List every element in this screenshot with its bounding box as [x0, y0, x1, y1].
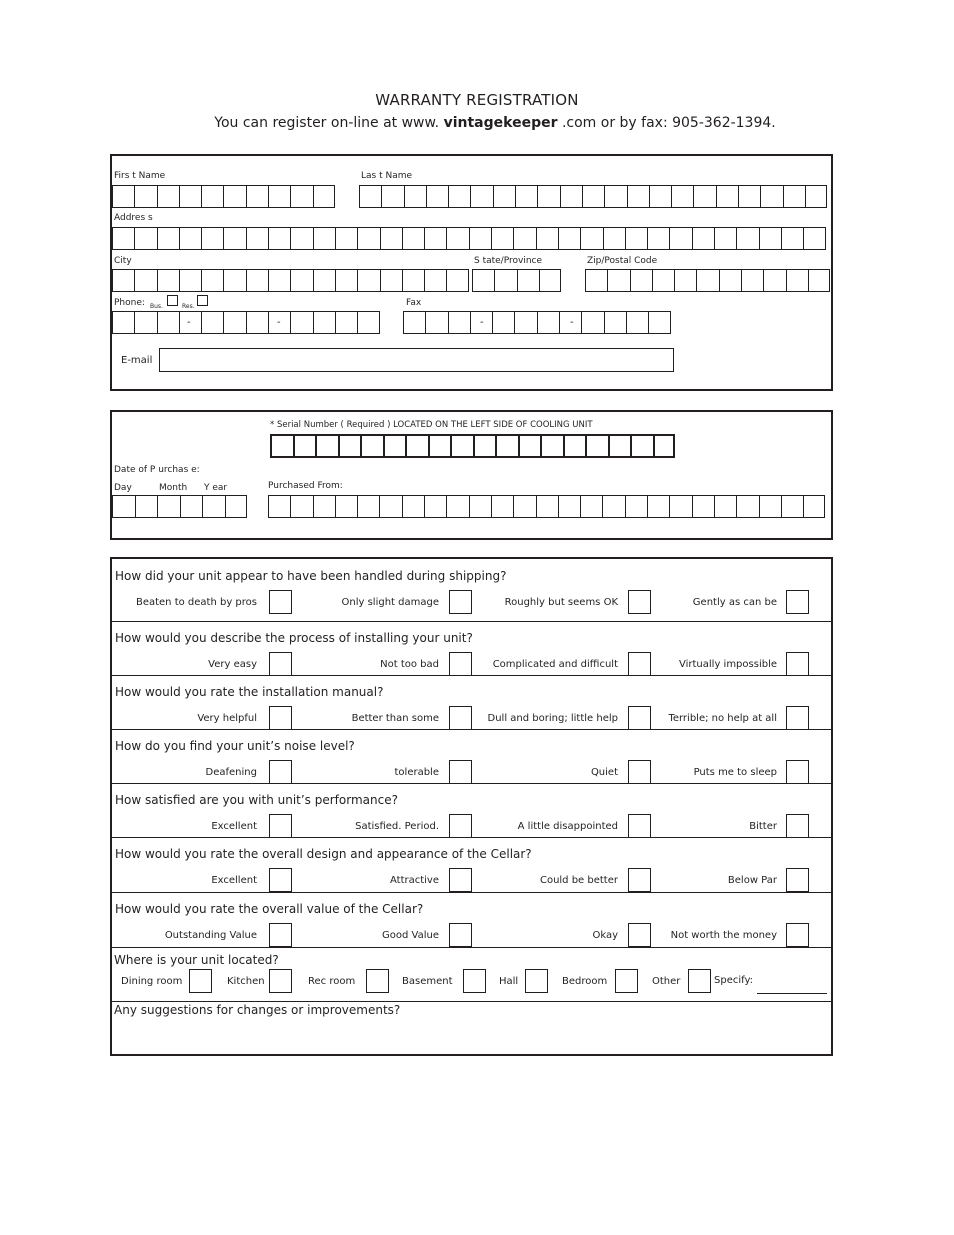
char-cell[interactable] — [585, 269, 607, 292]
char-cell[interactable] — [335, 227, 357, 250]
res-label: Res. — [182, 303, 195, 310]
option-label: Gently as can be — [692, 597, 777, 608]
location-checkbox[interactable] — [688, 969, 711, 993]
char-cell[interactable] — [627, 185, 649, 208]
char-cell[interactable] — [223, 269, 245, 292]
option-checkbox[interactable] — [628, 590, 651, 614]
char-cell[interactable] — [223, 185, 245, 208]
char-cell[interactable] — [696, 269, 718, 292]
email-label: E-mail — [121, 355, 153, 366]
char-cell[interactable] — [180, 495, 203, 518]
char-cell[interactable] — [313, 227, 335, 250]
char-cell[interactable] — [517, 269, 539, 292]
char-cell[interactable] — [338, 434, 361, 458]
char-cell[interactable] — [424, 227, 446, 250]
purchase-section — [110, 410, 833, 540]
phone-label: Phone: — [114, 298, 145, 308]
option-checkbox[interactable] — [628, 652, 651, 676]
address-field[interactable] — [112, 227, 826, 250]
char-cell[interactable] — [112, 185, 134, 208]
char-cell[interactable] — [268, 269, 290, 292]
char-cell[interactable] — [405, 434, 428, 458]
char-cell[interactable] — [268, 185, 290, 208]
char-cell[interactable] — [602, 495, 624, 518]
phone-field[interactable] — [112, 311, 380, 334]
char-cell[interactable] — [513, 495, 535, 518]
char-cell[interactable] — [360, 434, 383, 458]
city-field[interactable] — [112, 269, 469, 292]
char-cell[interactable] — [290, 311, 312, 334]
char-cell[interactable] — [808, 269, 830, 292]
char-cell[interactable] — [450, 434, 473, 458]
row-divider — [112, 1001, 831, 1002]
row-divider — [112, 621, 831, 622]
question-text: How would you rate the overall design and appearance of the Cellar? — [115, 847, 532, 861]
char-cell[interactable] — [313, 311, 335, 334]
question-text: How would you describe the process of installing your unit? — [115, 631, 473, 645]
char-cell[interactable] — [647, 227, 669, 250]
char-cell[interactable] — [270, 434, 293, 458]
char-cell[interactable] — [290, 227, 312, 250]
char-cell[interactable] — [402, 227, 424, 250]
char-cell[interactable] — [539, 269, 561, 292]
option-label: Okay — [592, 930, 618, 941]
char-cell[interactable] — [335, 269, 357, 292]
char-cell[interactable] — [647, 495, 669, 518]
last-name-field[interactable] — [359, 185, 827, 208]
location-label: Basement — [402, 976, 453, 987]
char-cell[interactable] — [290, 185, 312, 208]
char-cell[interactable] — [357, 311, 379, 334]
city-label: City — [114, 256, 132, 266]
char-cell[interactable] — [448, 311, 470, 334]
char-cell[interactable] — [446, 495, 468, 518]
char-cell[interactable] — [112, 495, 135, 518]
char-cell[interactable] — [585, 434, 608, 458]
option-checkbox[interactable] — [269, 923, 292, 947]
char-cell[interactable] — [560, 185, 582, 208]
suggestions-text: Any suggestions for changes or improvements? — [114, 1003, 401, 1017]
year-label: Y ear — [204, 483, 228, 493]
question-text: How do you find your unit’s noise level? — [115, 739, 355, 753]
brand-name: vintagekeeper — [443, 115, 558, 131]
location-label: Rec room — [308, 976, 356, 987]
char-cell[interactable] — [786, 269, 808, 292]
char-cell[interactable] — [514, 311, 536, 334]
location-label: Hall — [499, 976, 519, 987]
char-cell[interactable] — [402, 269, 424, 292]
month-label: Month — [159, 483, 188, 493]
char-cell[interactable] — [380, 269, 402, 292]
char-cell[interactable] — [719, 269, 741, 292]
char-cell[interactable] — [381, 185, 403, 208]
char-cell[interactable] — [803, 227, 825, 250]
char-cell[interactable] — [313, 495, 335, 518]
char-cell[interactable] — [759, 495, 781, 518]
char-cell[interactable] — [335, 495, 357, 518]
purchase-date-label: Date of P urchas e: — [114, 465, 200, 475]
char-cell[interactable] — [157, 311, 179, 334]
char-cell[interactable] — [426, 185, 448, 208]
question-text: How would you rate the installation manual? — [115, 685, 384, 699]
purchase-date-field[interactable] — [112, 495, 247, 518]
option-label: Dull and boring; little help — [487, 713, 618, 724]
option-label: Good Value — [382, 930, 439, 941]
char-cell[interactable] — [335, 311, 357, 334]
option-checkbox[interactable] — [628, 760, 651, 784]
option-checkbox[interactable] — [449, 814, 472, 838]
char-cell[interactable] — [246, 227, 268, 250]
char-cell[interactable] — [759, 227, 781, 250]
phone-dash: - — [277, 317, 281, 328]
char-cell[interactable] — [179, 185, 201, 208]
char-cell[interactable] — [179, 269, 201, 292]
option-checkbox[interactable] — [786, 868, 809, 892]
char-cell[interactable] — [671, 185, 693, 208]
char-cell[interactable] — [652, 269, 674, 292]
option-checkbox[interactable] — [449, 652, 472, 676]
question-text: How did your unit appear to have been handled during shipping? — [115, 569, 507, 583]
row-divider — [112, 892, 831, 893]
specify-field[interactable] — [757, 993, 827, 994]
char-cell[interactable] — [518, 434, 541, 458]
page-subtitle — [0, 115, 954, 131]
char-cell[interactable] — [625, 495, 647, 518]
char-cell[interactable] — [692, 227, 714, 250]
char-cell[interactable] — [494, 269, 516, 292]
location-label: Bedroom — [562, 976, 608, 987]
char-cell[interactable] — [223, 227, 245, 250]
char-cell[interactable] — [225, 495, 248, 518]
option-checkbox[interactable] — [269, 706, 292, 730]
char-cell[interactable] — [357, 269, 379, 292]
char-cell[interactable] — [805, 185, 827, 208]
option-label: A little disappointed — [517, 821, 618, 832]
fax-dash: - — [570, 317, 574, 328]
char-cell[interactable] — [736, 227, 758, 250]
phone-dash: - — [187, 317, 191, 328]
option-checkbox[interactable] — [786, 923, 809, 947]
char-cell[interactable] — [608, 434, 631, 458]
char-cell[interactable] — [625, 227, 647, 250]
option-checkbox[interactable] — [786, 590, 809, 614]
option-checkbox[interactable] — [628, 923, 651, 947]
state-label: S tate/Province — [474, 256, 543, 266]
char-cell[interactable] — [135, 495, 158, 518]
char-cell[interactable] — [157, 185, 179, 208]
char-cell[interactable] — [736, 495, 758, 518]
option-label: Deafening — [205, 767, 257, 778]
option-checkbox[interactable] — [269, 590, 292, 614]
char-cell[interactable] — [558, 227, 580, 250]
char-cell[interactable] — [537, 185, 559, 208]
char-cell[interactable] — [380, 227, 402, 250]
specify-label: Specify: — [714, 975, 754, 986]
char-cell[interactable] — [268, 227, 290, 250]
char-cell[interactable] — [425, 311, 447, 334]
char-cell[interactable] — [313, 185, 335, 208]
zip-field[interactable] — [585, 269, 830, 292]
option-label: Excellent — [211, 821, 257, 832]
char-cell[interactable] — [649, 185, 671, 208]
bus-label: Bus. — [150, 303, 163, 310]
char-cell[interactable] — [357, 495, 379, 518]
char-cell[interactable] — [693, 185, 715, 208]
char-cell[interactable] — [293, 434, 316, 458]
last-name-label: Las t Name — [361, 171, 413, 181]
char-cell[interactable] — [669, 495, 691, 518]
zip-label: Zip/Postal Code — [587, 256, 658, 266]
option-checkbox[interactable] — [628, 814, 651, 838]
char-cell[interactable] — [201, 269, 223, 292]
subtitle-text-end: .com or by fax: 905-362-1394. — [561, 115, 776, 131]
char-cell[interactable] — [157, 495, 180, 518]
char-cell[interactable] — [537, 311, 559, 334]
char-cell[interactable] — [669, 227, 691, 250]
char-cell[interactable] — [446, 269, 468, 292]
char-cell[interactable] — [582, 185, 604, 208]
char-cell[interactable] — [402, 495, 424, 518]
char-cell[interactable] — [491, 227, 513, 250]
char-cell[interactable] — [246, 311, 268, 334]
char-cell[interactable] — [653, 434, 676, 458]
row-divider — [112, 837, 831, 838]
location-checkbox[interactable] — [366, 969, 389, 993]
char-cell[interactable] — [379, 495, 401, 518]
char-cell[interactable] — [201, 311, 223, 334]
location-label: Other — [652, 976, 681, 987]
char-cell[interactable] — [515, 185, 537, 208]
option-checkbox[interactable] — [269, 814, 292, 838]
char-cell[interactable] — [473, 434, 496, 458]
char-cell[interactable] — [540, 434, 563, 458]
char-cell[interactable] — [404, 185, 426, 208]
char-cell[interactable] — [604, 185, 626, 208]
option-label: tolerable — [394, 767, 439, 778]
location-checkbox[interactable] — [269, 969, 292, 993]
char-cell[interactable] — [246, 269, 268, 292]
char-cell[interactable] — [424, 269, 446, 292]
char-cell[interactable] — [223, 311, 245, 334]
option-label: Complicated and difficult — [492, 659, 618, 670]
option-checkbox[interactable] — [628, 868, 651, 892]
option-label: Not worth the money — [670, 930, 777, 941]
char-cell[interactable] — [674, 269, 696, 292]
char-cell[interactable] — [714, 495, 736, 518]
option-checkbox[interactable] — [628, 706, 651, 730]
state-field[interactable] — [472, 269, 561, 292]
row-divider — [112, 675, 831, 676]
option-label: Could be better — [539, 875, 618, 886]
option-checkbox[interactable] — [786, 652, 809, 676]
email-field[interactable] — [159, 348, 674, 372]
res-checkbox[interactable] — [197, 295, 208, 306]
char-cell[interactable] — [201, 227, 223, 250]
char-cell[interactable] — [134, 185, 156, 208]
char-cell[interactable] — [157, 269, 179, 292]
row-divider — [112, 783, 831, 784]
char-cell[interactable] — [424, 495, 446, 518]
option-checkbox[interactable] — [269, 760, 292, 784]
option-checkbox[interactable] — [786, 706, 809, 730]
option-label: Quiet — [590, 767, 618, 778]
option-label: Roughly but seems OK — [504, 597, 618, 608]
fax-label: Fax — [406, 298, 422, 308]
char-cell[interactable] — [760, 185, 782, 208]
char-cell[interactable] — [692, 495, 714, 518]
option-checkbox[interactable] — [449, 923, 472, 947]
option-label: Bitter — [749, 821, 777, 832]
char-cell[interactable] — [781, 227, 803, 250]
char-cell[interactable] — [580, 227, 602, 250]
char-cell[interactable] — [536, 495, 558, 518]
char-cell[interactable] — [630, 269, 652, 292]
subtitle-text: You can register on-line at www. — [214, 115, 440, 131]
char-cell[interactable] — [112, 269, 134, 292]
char-cell[interactable] — [781, 495, 803, 518]
char-cell[interactable] — [179, 227, 201, 250]
option-label: Virtually impossible — [678, 659, 777, 670]
char-cell[interactable] — [134, 269, 156, 292]
location-checkbox[interactable] — [463, 969, 486, 993]
purchased-from-label: Purchased From: — [268, 481, 343, 491]
option-checkbox[interactable] — [449, 590, 472, 614]
serial-number-field[interactable] — [270, 434, 675, 458]
char-cell[interactable] — [536, 227, 558, 250]
char-cell[interactable] — [134, 227, 156, 250]
char-cell[interactable] — [493, 185, 515, 208]
option-label: Better than some — [351, 713, 439, 724]
first-name-label: Firs t Name — [114, 171, 166, 181]
char-cell[interactable] — [357, 227, 379, 250]
char-cell[interactable] — [428, 434, 451, 458]
option-label: Satisfied. Period. — [355, 821, 439, 832]
location-checkbox[interactable] — [615, 969, 638, 993]
char-cell[interactable] — [563, 434, 586, 458]
location-label: Kitchen — [227, 976, 265, 987]
char-cell[interactable] — [581, 311, 603, 334]
option-label: Very helpful — [197, 713, 257, 724]
option-label: Beaten to death by pros — [135, 597, 257, 608]
char-cell[interactable] — [469, 227, 491, 250]
char-cell[interactable] — [448, 185, 470, 208]
char-cell[interactable] — [714, 227, 736, 250]
char-cell[interactable] — [630, 434, 653, 458]
char-cell[interactable] — [383, 434, 406, 458]
char-cell[interactable] — [246, 185, 268, 208]
char-cell[interactable] — [112, 227, 134, 250]
option-checkbox[interactable] — [269, 868, 292, 892]
serial-label: * Serial Number ( Required ) LOCATED ON THE LEFT SIDE OF COOLING UNIT — [270, 420, 593, 430]
row-divider — [112, 947, 831, 948]
char-cell[interactable] — [202, 495, 225, 518]
char-cell[interactable] — [112, 311, 134, 334]
option-label: Not too bad — [380, 659, 439, 670]
location-checkbox[interactable] — [525, 969, 548, 993]
char-cell[interactable] — [313, 269, 335, 292]
question-text: Where is your unit located? — [114, 953, 279, 967]
option-label: Only slight damage — [341, 597, 439, 608]
char-cell[interactable] — [738, 185, 760, 208]
char-cell[interactable] — [268, 495, 290, 518]
contact-section — [110, 154, 833, 391]
char-cell[interactable] — [201, 185, 223, 208]
question-text: How would you rate the overall value of the Cellar? — [115, 902, 424, 916]
char-cell[interactable] — [626, 311, 648, 334]
char-cell[interactable] — [446, 227, 468, 250]
option-checkbox[interactable] — [449, 760, 472, 784]
char-cell[interactable] — [403, 311, 425, 334]
char-cell[interactable] — [580, 495, 602, 518]
char-cell[interactable] — [290, 269, 312, 292]
char-cell[interactable] — [492, 311, 514, 334]
fax-field[interactable] — [403, 311, 671, 334]
question-text: How satisfied are you with unit’s performance? — [115, 793, 398, 807]
day-label: Day — [114, 483, 132, 493]
char-cell[interactable] — [472, 269, 494, 292]
char-cell[interactable] — [315, 434, 338, 458]
option-checkbox[interactable] — [786, 814, 809, 838]
char-cell[interactable] — [495, 434, 518, 458]
bus-checkbox[interactable] — [167, 295, 178, 306]
option-label: Puts me to sleep — [693, 767, 777, 778]
page-title: WARRANTY REGISTRATION — [375, 91, 579, 109]
option-label: Excellent — [211, 875, 257, 886]
option-label: Very easy — [208, 659, 257, 670]
char-cell[interactable] — [741, 269, 763, 292]
purchased-from-field[interactable] — [268, 495, 825, 518]
option-checkbox[interactable] — [449, 868, 472, 892]
first-name-field[interactable] — [112, 185, 335, 208]
option-label: Attractive — [389, 875, 439, 886]
char-cell[interactable] — [604, 311, 626, 334]
address-label: Addres s — [114, 213, 153, 223]
char-cell[interactable] — [558, 495, 580, 518]
char-cell[interactable] — [469, 495, 491, 518]
char-cell[interactable] — [491, 495, 513, 518]
char-cell[interactable] — [359, 185, 381, 208]
char-cell[interactable] — [603, 227, 625, 250]
survey-section — [110, 557, 833, 1056]
option-checkbox[interactable] — [269, 652, 292, 676]
option-label: Terrible; no help at all — [668, 713, 777, 724]
char-cell[interactable] — [763, 269, 785, 292]
fax-dash: - — [480, 317, 484, 328]
char-cell[interactable] — [648, 311, 670, 334]
char-cell[interactable] — [134, 311, 156, 334]
char-cell[interactable] — [290, 495, 312, 518]
char-cell[interactable] — [783, 185, 805, 208]
char-cell[interactable] — [513, 227, 535, 250]
char-cell[interactable] — [607, 269, 629, 292]
char-cell[interactable] — [716, 185, 738, 208]
location-checkbox[interactable] — [189, 969, 212, 993]
char-cell[interactable] — [803, 495, 825, 518]
char-cell[interactable] — [470, 185, 492, 208]
option-label: Outstanding Value — [164, 930, 257, 941]
location-label: Dining room — [121, 976, 183, 987]
suggestions-area[interactable] — [112, 1019, 831, 1055]
row-divider — [112, 729, 831, 730]
option-checkbox[interactable] — [449, 706, 472, 730]
option-checkbox[interactable] — [786, 760, 809, 784]
option-label: Below Par — [727, 875, 777, 886]
char-cell[interactable] — [157, 227, 179, 250]
